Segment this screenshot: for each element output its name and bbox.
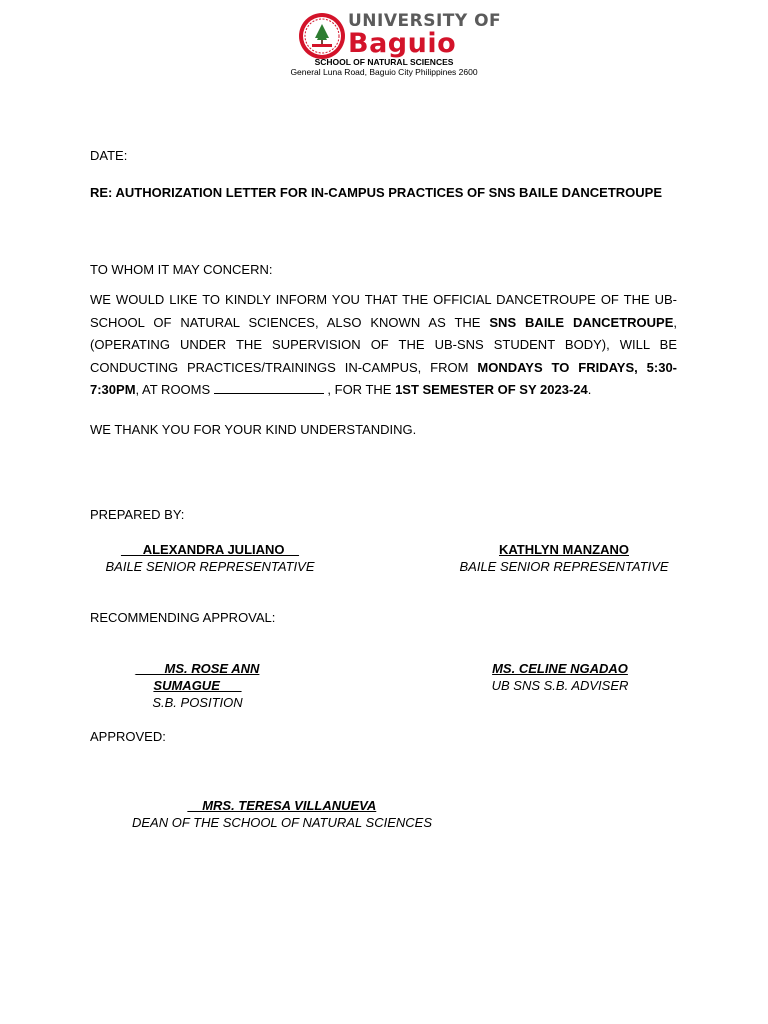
para-text-2: , (OPERATING UNDER THE SUPERVISION OF THE UB-SNS STUDENT BODY), WILL BE CONDUCTING PRACTICES/TRAININGS IN-CAMPUS, FROM	[90, 314, 677, 375]
signatory-role: UB SNS S.B. ADVISER	[491, 678, 629, 693]
signatory-block	[90, 541, 330, 575]
signatory-name: MS. CELINE NGADAO	[492, 661, 628, 676]
signatory-name: KATHLYN MANZANO	[499, 542, 629, 557]
university-seal-icon	[298, 12, 346, 60]
para-text-5: .	[587, 382, 592, 397]
wordmark-top: UNIVERSITY OF	[348, 11, 502, 31]
para-bold-troupe: SNS BAILE DANCETROUPE	[489, 314, 674, 330]
signatory-block	[455, 660, 665, 694]
salutation: TO WHOM IT MAY CONCERN:	[90, 262, 273, 277]
signatory-name: __MRS. TERESA VILLANUEVA	[187, 798, 377, 813]
university-wordmark	[348, 12, 501, 58]
para-text-1: WE WOULD LIKE TO KINDLY INFORM YOU THAT THE OFFICIAL DANCETROUPE OF THE UB-SCHOOL OF NATURAL SCIENCES, ALSO KNOWN AS THE	[90, 292, 677, 330]
para-text-4: , FOR THE	[323, 382, 396, 397]
signatory-name: ____MS. ROSE ANN SUMAGUE___	[135, 661, 260, 693]
school-name: SCHOOL OF NATURAL SCIENCES	[314, 57, 454, 67]
approved-label: APPROVED:	[90, 729, 166, 744]
school-address: General Luna Road, Baguio City Philippines 2600	[290, 67, 478, 77]
para-bold-semester: 1ST SEMESTER OF SY 2023-24	[395, 382, 588, 397]
date-label: DATE:	[90, 148, 128, 163]
para-text-3: , AT ROOMS	[135, 382, 214, 397]
para-bold-schedule: MONDAYS TO FRIDAYS, 5:30-7:30PM	[90, 359, 677, 397]
subject-line: RE: AUTHORIZATION LETTER FOR IN-CAMPUS PRACTICES OF SNS BAILE DANCETROUPE	[90, 185, 662, 200]
signatory-block	[455, 541, 673, 575]
signatory-role: BAILE SENIOR REPRESENTATIVE	[105, 559, 315, 574]
prepared-by-label: PREPARED BY:	[90, 507, 185, 522]
body-paragraph	[90, 289, 677, 402]
recommending-approval-label: RECOMMENDING APPROVAL:	[90, 610, 276, 625]
signatory-role: S.B. POSITION	[152, 695, 243, 710]
signatory-block	[118, 797, 446, 831]
signatory-role: DEAN OF THE SCHOOL OF NATURAL SCIENCES	[131, 815, 433, 830]
signatory-block	[90, 660, 305, 711]
closing-thanks: WE THANK YOU FOR YOUR KIND UNDERSTANDING.	[90, 422, 417, 437]
signatory-name: ___ALEXANDRA JULIANO__	[121, 542, 299, 557]
wordmark-main: Baguio	[348, 28, 457, 59]
signatory-role: BAILE SENIOR REPRESENTATIVE	[459, 559, 669, 574]
rooms-blank-line	[214, 381, 324, 394]
